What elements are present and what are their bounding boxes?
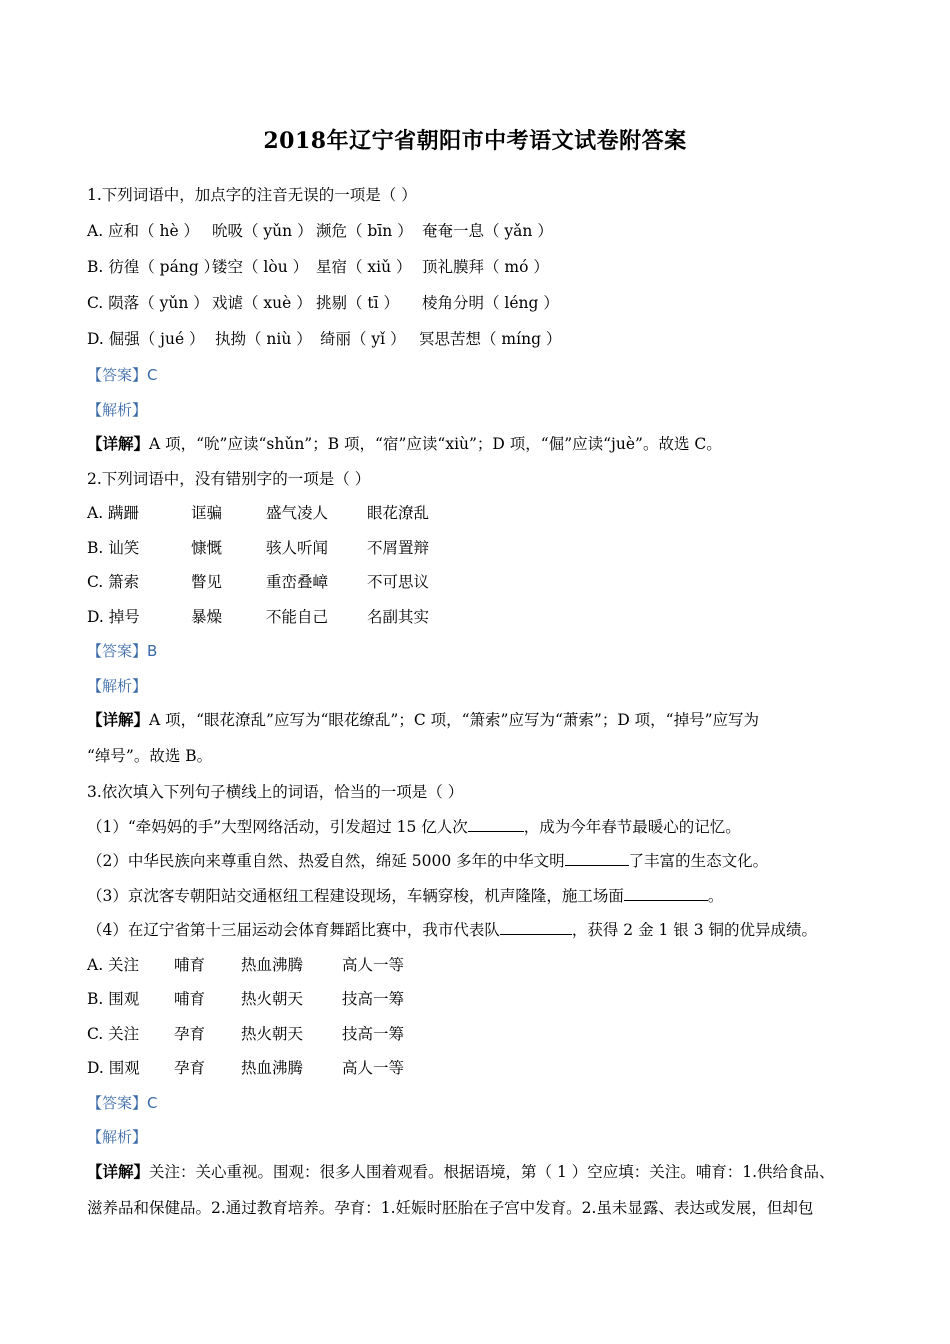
q3-sentence-4 [87,913,877,948]
document-title: 2018年辽宁省朝阳市中考语文试卷附答案 [263,128,687,154]
analysis-label: 【解析】 [87,1128,148,1146]
q3-sentence-1-post: ，成为今年春节最暖心的记忆。 [523,817,741,836]
q3-sentence-4-pre: （4）在辽宁省第十三届运动会体育舞蹈比赛中，我市代表队 [87,921,500,939]
q3-option-a-2: 哺育 [174,955,206,974]
q3-option-c-2: 孕育 [174,1024,206,1043]
q3-blank-2 [565,847,629,866]
q3-option-c [87,1017,877,1052]
answer-label: 【答案】 [87,1093,148,1112]
q2-answer-value: B [147,642,158,660]
q2-option-a-4: 眼花潦乱 [367,504,430,522]
q3-option-b-1: B. 围观 [87,990,140,1008]
q1-option-d [87,322,877,358]
q2-answer [87,634,877,669]
q3-option-c-3: 热火朝天 [241,1024,304,1043]
answer-label: 【答案】 [87,642,148,660]
q3-option-a-1: A. 关注 [87,955,140,974]
q3-option-a-3: 热血沸腾 [241,955,304,974]
q1-option-a-2: 吮吸（ yǔn ） [212,222,313,240]
q3-option-d-2: 孕育 [174,1059,206,1077]
q2-option-b-3: 骇人听闻 [266,538,329,557]
q1-option-a-3: 濒危（ bīn ） [316,222,413,240]
q3-option-b-3: 热火朝天 [241,990,304,1008]
q2-option-b-1: B. 讪笑 [87,538,140,557]
q1-stem: 1.下列词语中，加点字的注音无误的一项是（ ） [87,186,417,204]
q3-sentence-2-post: 了丰富的生态文化。 [628,852,769,870]
q3-sentence-2 [87,844,877,879]
q3-sentence-1 [87,810,877,845]
q2-option-a [87,496,877,531]
q3-sentence-3 [87,879,877,914]
q3-sentence-3-pre: （3）京沈客专朝阳站交通枢纽工程建设现场，车辆穿梭，机声隆隆，施工场面 [87,886,624,905]
q2-option-d-3: 不能自己 [266,607,329,626]
q3-blank-3 [624,882,708,901]
detail-label: 【详解】 [87,710,150,729]
q2-option-c-3: 重峦叠嶂 [266,573,329,591]
q3-detail-cont: 滋养品和保健品。2.通过教育培养。孕育：1.妊娠时胚胎在子宫中发育。2.虽未显露、表达或发展，但却包 [87,1198,814,1217]
q2-option-c-1: C. 箫索 [87,573,140,591]
q1-option-d-3: 绮丽（ yǐ ） [320,330,406,348]
q3-sentence-2-pre: （2）中华民族向来尊重自然、热爱自然，绵延 5000 多年的中华文明 [87,852,565,870]
q1-option-c [87,286,877,322]
q1-option-b-3: 星宿（ xiǔ ） [316,258,412,276]
q2-option-d-2: 暴燥 [191,607,223,626]
q2-analysis [87,669,877,704]
q2-option-a-1: A. 蹒跚 [87,504,140,522]
q3-option-c-4: 技高一筹 [342,1024,405,1043]
q1-option-a [87,214,877,250]
q2-option-d [87,600,877,635]
q3-option-a-4: 高人一等 [342,955,405,974]
q3-blank-4 [500,916,572,935]
q1-option-c-3: 挑剔（ tī ） [316,294,400,312]
q3-sentence-3-post: 。 [707,886,724,905]
q3-sentence-1-pre: （1）“牵妈妈的手”大型网络活动，引发超过 15 亿人次 [87,817,468,836]
q3-stem: 3.依次填入下列句子横线上的词语，恰当的一项是（ ） [87,783,464,801]
q1-option-b-1: B. 彷徨（ páng ） [87,258,220,276]
q3-option-b-4: 技高一筹 [342,990,405,1008]
q2-option-d-4: 名副其实 [367,607,430,626]
q3-analysis [87,1120,877,1155]
q1-option-d-1: D. 倔强（ jué ） [87,330,205,348]
q1-option-c-1: C. 陨落（ yǔn ） [87,294,209,312]
q1-option-c-2: 戏谑（ xuè ） [212,294,312,312]
q1-option-d-4: 冥思苦想（ míng ） [419,330,562,348]
q3-detail [87,1155,877,1191]
q3-option-c-1: C. 关注 [87,1024,140,1043]
q1-option-d-2: 执拗（ niù ） [215,330,312,348]
q1-option-b-4: 顶礼膜拜（ mó ） [422,258,549,276]
analysis-label: 【解析】 [87,400,148,419]
q1-option-a-4: 奄奄一息（ yǎn ） [422,222,553,240]
q1-option-b [87,250,877,286]
q2-option-a-2: 诓骗 [191,504,223,522]
q2-option-c [87,565,877,600]
q3-sentence-4-post: ，获得 2 金 1 银 3 铜的优异成绩。 [571,921,818,939]
detail-label: 【详解】 [87,1161,150,1181]
q3-option-d-3: 热血沸腾 [241,1059,304,1077]
q3-option-b [87,982,877,1017]
q2-option-a-3: 盛气凌人 [266,504,329,522]
q1-detail [87,427,877,462]
q3-blank-1 [468,813,524,832]
q2-option-c-4: 不可思议 [367,573,430,591]
q2-option-c-2: 瞥见 [191,573,223,591]
q2-detail [87,703,877,739]
q1-option-a-1: A. 应和（ hè ） [87,222,200,240]
q3-option-d [87,1051,877,1086]
answer-label: 【答案】 [87,366,148,384]
q2-option-b-2: 慷慨 [191,538,223,557]
document-body [87,178,877,1227]
q2-detail-cont: “绰号”。故选 B。 [87,747,213,765]
q3-answer-value: C [147,1093,158,1112]
q2-option-b [87,531,877,566]
q1-answer [87,358,877,393]
q3-option-d-4: 高人一等 [342,1059,405,1077]
q1-option-b-2: 镂空（ lòu ） [212,258,309,276]
detail-label: 【详解】 [87,434,150,453]
q3-option-b-2: 哺育 [174,990,206,1008]
q2-stem: 2.下列词语中，没有错别字的一项是（ ） [87,469,371,488]
q2-option-b-4: 不屑置辩 [367,538,430,557]
q2-option-d-1: D. 掉号 [87,607,140,626]
q3-option-d-1: D. 围观 [87,1059,140,1077]
q1-analysis [87,393,877,428]
q1-answer-value: C [147,366,158,384]
q3-option-a [87,948,877,983]
analysis-label: 【解析】 [87,676,148,695]
q1-detail-text: A 项，“吮”应读“shǔn”；B 项，“宿”应读“xiù”；D 项，“倔”应读“juè”。故选 C。 [149,435,722,453]
q1-option-c-4: 棱角分明（ léng ） [422,294,559,312]
q3-detail-text-1: 关注：关心重视。围观：很多人围着观看。根据语境，第（ 1 ）空应填：关注。哺育：1.供给食品、 [149,1162,835,1181]
q3-answer [87,1086,877,1121]
q2-detail-text-1: A 项，“眼花潦乱”应写为“眼花缭乱”；C 项，“箫索”应写为“萧索”；D 项，“掉号”应写为 [149,711,760,729]
